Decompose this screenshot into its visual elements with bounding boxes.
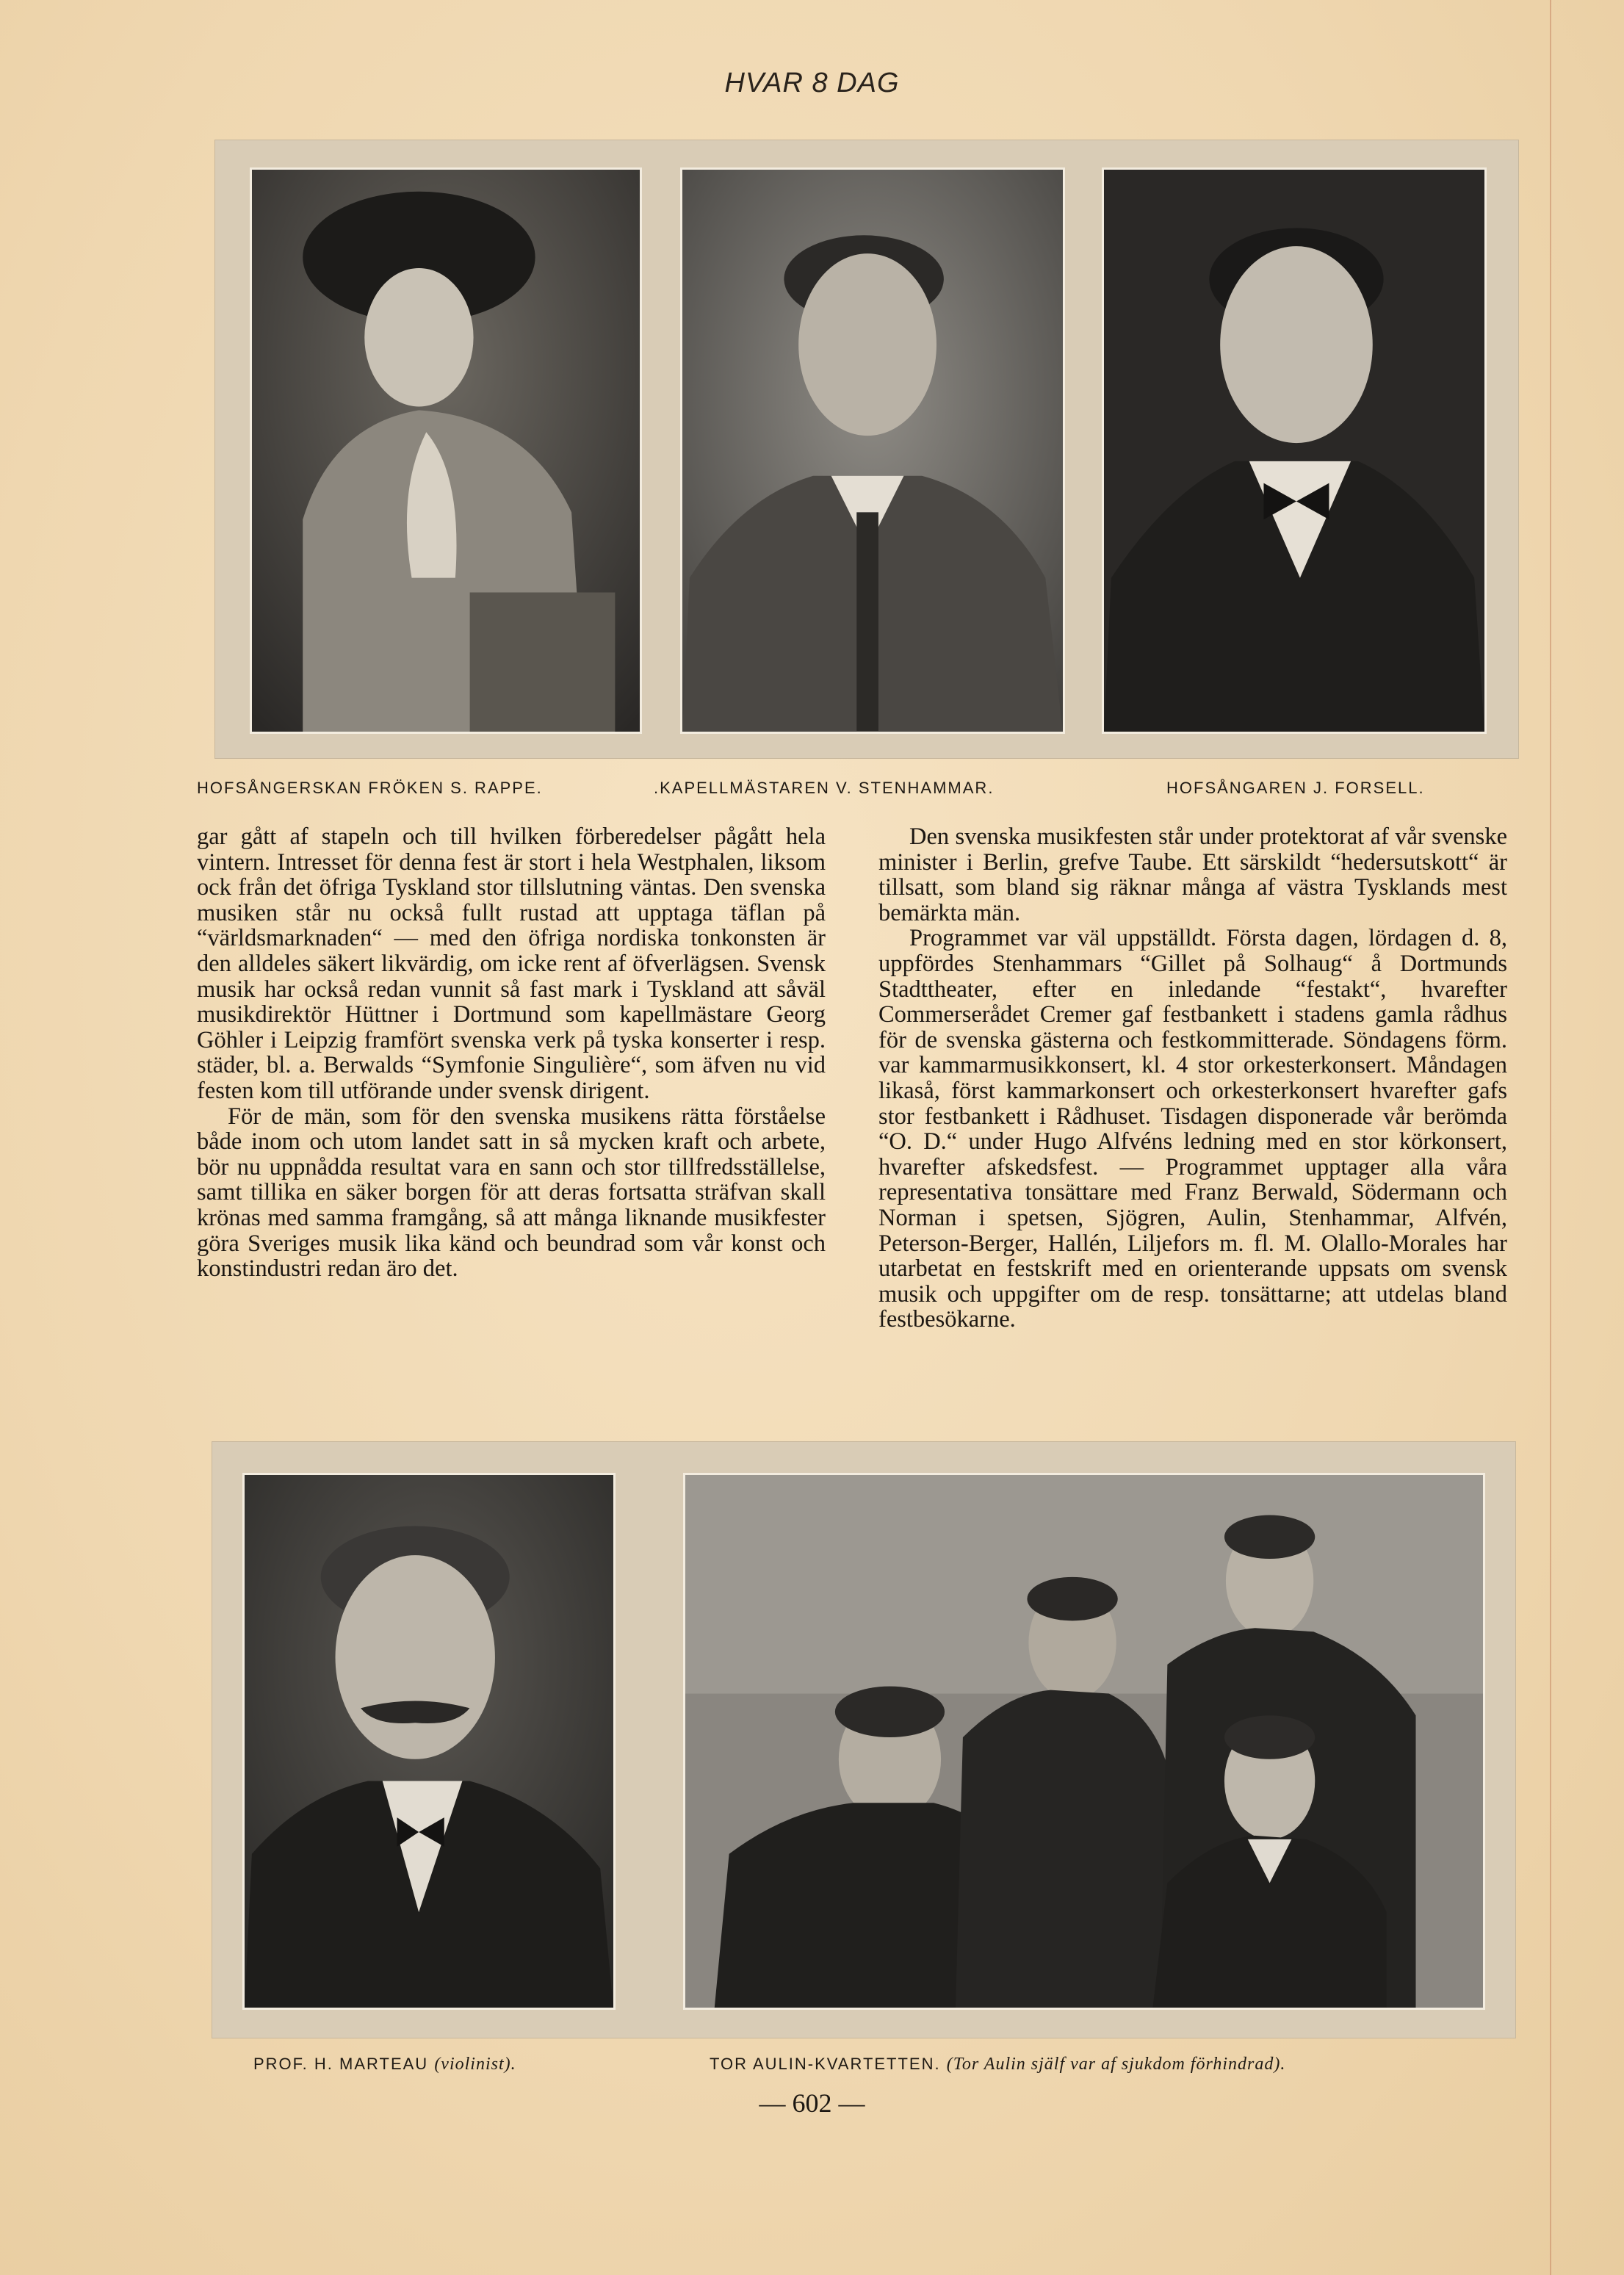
article-paragraph: gar gått af stapeln och till hvilken förberedelser pågått hela vintern. Intresset för denna fest är stort i hela Westphalen, liksom ock från det öfriga Tyskland stor tillslutning väntas. Den svenska musiken står nu också fullt rustad att upptaga täflan på “världsmarknaden“ — med den öfriga nordiska tonkonsten är den alldeles säkert likvärdig, om icke rent af öfverlägsen. Svensk musik har också redan vunnit så fast mark i Tyskland att såväl musikdirektör Hüttner i Dortmund som kapellmästare Georg Göhler i Leipzig framfört svenska verk på tyska konserter i resp. städer, bl. a. Berwalds “Symfonie Singulière“, som äfven nu vid festen kom till utförande under svensk dirigent.: [197, 823, 826, 1104]
article-paragraph: För de män, som för den svenska musikens rätta förståelse både inom och utom landet satt in så mycken kraft och arbete, bör nu uppnådda resultat vara en sann och stor tillfredsställelse, samt tillika en säker borgen för att deras fortsatta sträfvan skall krönas med samma framgång, så att många liknande musikfester göra Sveriges musik lika känd och beundrad som vår konst och konstindustri redan äro det.: [197, 1103, 826, 1283]
photo-forsell: [1102, 167, 1487, 734]
article-paragraph: Den svenska musikfesten står under protektorat af vår svenske minister i Berlin, grefve Taube. Ett särskildt “hedersutskott“ är tillsatt, som bland sig räknar många af västra Tysklands mest bemärkta män.: [878, 823, 1507, 926]
caption-forsell: HOFSÅNGAREN J. FORSELL.: [1166, 779, 1425, 797]
portrait-man-image: [682, 170, 1063, 732]
photo-stenhammar: [680, 167, 1065, 734]
portrait-man-image: [245, 1475, 613, 2008]
running-header: HVAR 8 DAG: [724, 68, 900, 98]
caption-rappe: HOFSÅNGERSKAN FRÖKEN S. RAPPE.: [197, 779, 543, 797]
caption-marteau: [253, 2055, 516, 2074]
portrait-man-image: [1104, 170, 1484, 732]
photo-aulin-quartet: [683, 1473, 1485, 2010]
page-edge-rule: [1550, 0, 1551, 2275]
caption-quartet-note: (Tor Aulin själf var af sjukdom förhindrad).: [946, 2055, 1286, 2074]
caption-stenhammar: .KAPELLMÄSTAREN V. STENHAMMAR.: [654, 779, 995, 797]
article-paragraph: Programmet var väl uppställdt. Första dagen, lördagen d. 8, uppfördes Stenhammars “Gillet på Solhaug“ å Dortmunds Stadttheater, efter en inledande “festakt“, hvarefter Commerserådet Cremer gaf festbankett i stadens gamla rådhus för de svenska gästerna och festkommitterade. Söndagens förm. var kammarmusikkonsert, kl. 4 stor orkesterkonsert. Måndagen likaså, först kammarkonsert och orkesterkonsert hvarefter gafs stor festbankett i Rådhuset. Tisdagen disponerade vår berömda “O. D.“ under Hugo Alfvéns ledning med en stor körkonsert, hvarefter afskedsfest. — Programmet upptager alla våra representativa tonsättare med Franz Berwald, Södermann och Norman i spetsen, Sjögren, Aulin, Stenhammar, Alfvén, Peterson-Berger, Hallén, Liljefors m. fl. M. Olallo-Morales har utarbetat en festskrift med en orienterande uppsats om svensk musik och uppgifter om de resp. tonsättarne; att utdelas bland festbesökarne.: [878, 925, 1507, 1333]
article-right-column: [878, 824, 1507, 1333]
caption-marteau-note: (violinist).: [434, 2055, 516, 2074]
group-portrait-image: [685, 1475, 1483, 2008]
caption-aulin-quartet: [710, 2055, 1285, 2074]
caption-quartet-name: TOR AULIN-KVARTETTEN.: [710, 2055, 941, 2073]
article-left-column: [197, 824, 826, 1282]
caption-marteau-name: PROF. H. MARTEAU: [253, 2055, 429, 2073]
portrait-woman-image: [252, 170, 640, 732]
photo-rappe: [250, 167, 642, 734]
page-number: — 602 —: [759, 2088, 865, 2118]
photo-marteau: [242, 1473, 616, 2010]
